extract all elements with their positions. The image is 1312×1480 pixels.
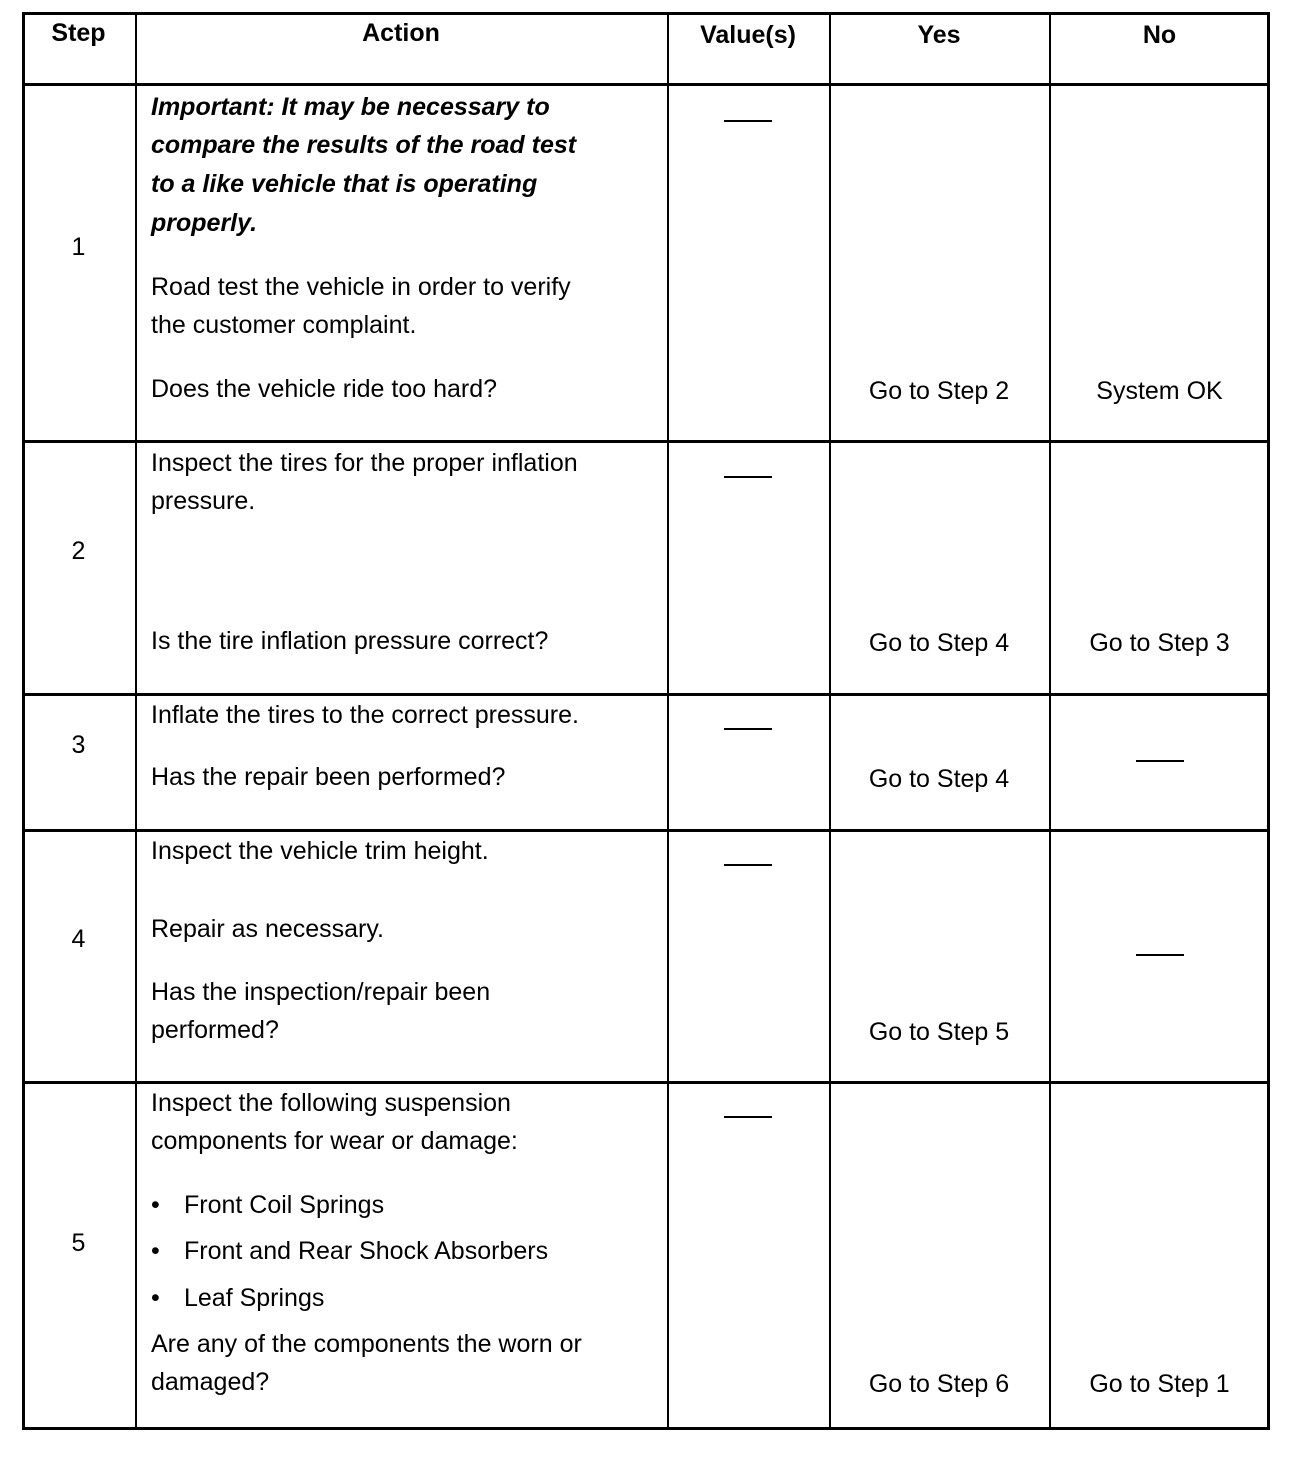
column-divider: [829, 15, 831, 1427]
step-number: 2: [71, 537, 86, 565]
value-dash: [724, 476, 772, 478]
action-line: Repair as necessary.: [151, 915, 384, 943]
yes-result: Go to Step 4: [868, 629, 1010, 657]
column-divider: [667, 15, 669, 1427]
value-dash: [724, 864, 772, 866]
action-question: damaged?: [151, 1368, 270, 1396]
important-note-line: to a like vehicle that is operating: [151, 170, 538, 198]
row-divider: [25, 440, 1267, 443]
action-question: Has the repair been performed?: [151, 763, 506, 791]
step-number: 1: [71, 233, 86, 261]
bullet-icon: •: [151, 1284, 160, 1312]
action-question: performed?: [151, 1016, 279, 1044]
action-line: the customer complaint.: [151, 311, 417, 339]
important-note-line: properly.: [151, 209, 258, 237]
bullet-item: Front Coil Springs: [184, 1191, 385, 1219]
action-line: Inspect the tires for the proper inflation: [151, 449, 578, 477]
action-line: pressure.: [151, 487, 256, 515]
action-question: Has the inspection/repair been: [151, 978, 491, 1006]
column-divider: [1049, 15, 1051, 1427]
header-action: Action: [362, 19, 440, 47]
column-divider: [135, 15, 137, 1427]
header-yes: Yes: [917, 21, 961, 49]
no-result: System OK: [1096, 377, 1223, 405]
value-dash: [724, 1116, 772, 1118]
value-dash: [724, 728, 772, 730]
yes-result: Go to Step 6: [868, 1370, 1010, 1398]
bullet-icon: •: [151, 1191, 160, 1219]
value-dash: [724, 120, 772, 122]
action-question: Is the tire inflation pressure correct?: [151, 627, 549, 655]
header-values: Value(s): [700, 21, 796, 49]
bullet-item: Front and Rear Shock Absorbers: [184, 1237, 549, 1265]
action-line: Inspect the following suspension: [151, 1089, 511, 1117]
no-result-dash: [1136, 760, 1184, 762]
header-divider: [25, 83, 1267, 86]
action-line: Inflate the tires to the correct pressure.: [151, 701, 579, 729]
yes-result: Go to Step 5: [868, 1018, 1010, 1046]
no-result: Go to Step 3: [1089, 629, 1230, 657]
important-note-line: compare the results of the road test: [151, 131, 577, 159]
header-step: Step: [51, 19, 106, 47]
step-number: 4: [71, 925, 86, 953]
no-result: Go to Step 1: [1089, 1370, 1230, 1398]
yes-result: Go to Step 2: [868, 377, 1010, 405]
action-line: Road test the vehicle in order to verify: [151, 273, 571, 301]
step-number: 5: [71, 1229, 86, 1257]
bullet-item: Leaf Springs: [184, 1284, 325, 1312]
action-line: Inspect the vehicle trim height.: [151, 837, 489, 865]
action-line: components for wear or damage:: [151, 1127, 518, 1155]
no-result-dash: [1136, 954, 1184, 956]
important-note-line: Important: It may be necessary to: [151, 93, 550, 121]
yes-result: Go to Step 4: [868, 765, 1010, 793]
action-question: Does the vehicle ride too hard?: [151, 375, 498, 403]
step-number: 3: [71, 731, 86, 759]
action-question: Are any of the components the worn or: [151, 1330, 582, 1358]
header-no: No: [1142, 21, 1177, 49]
bullet-icon: •: [151, 1237, 160, 1265]
